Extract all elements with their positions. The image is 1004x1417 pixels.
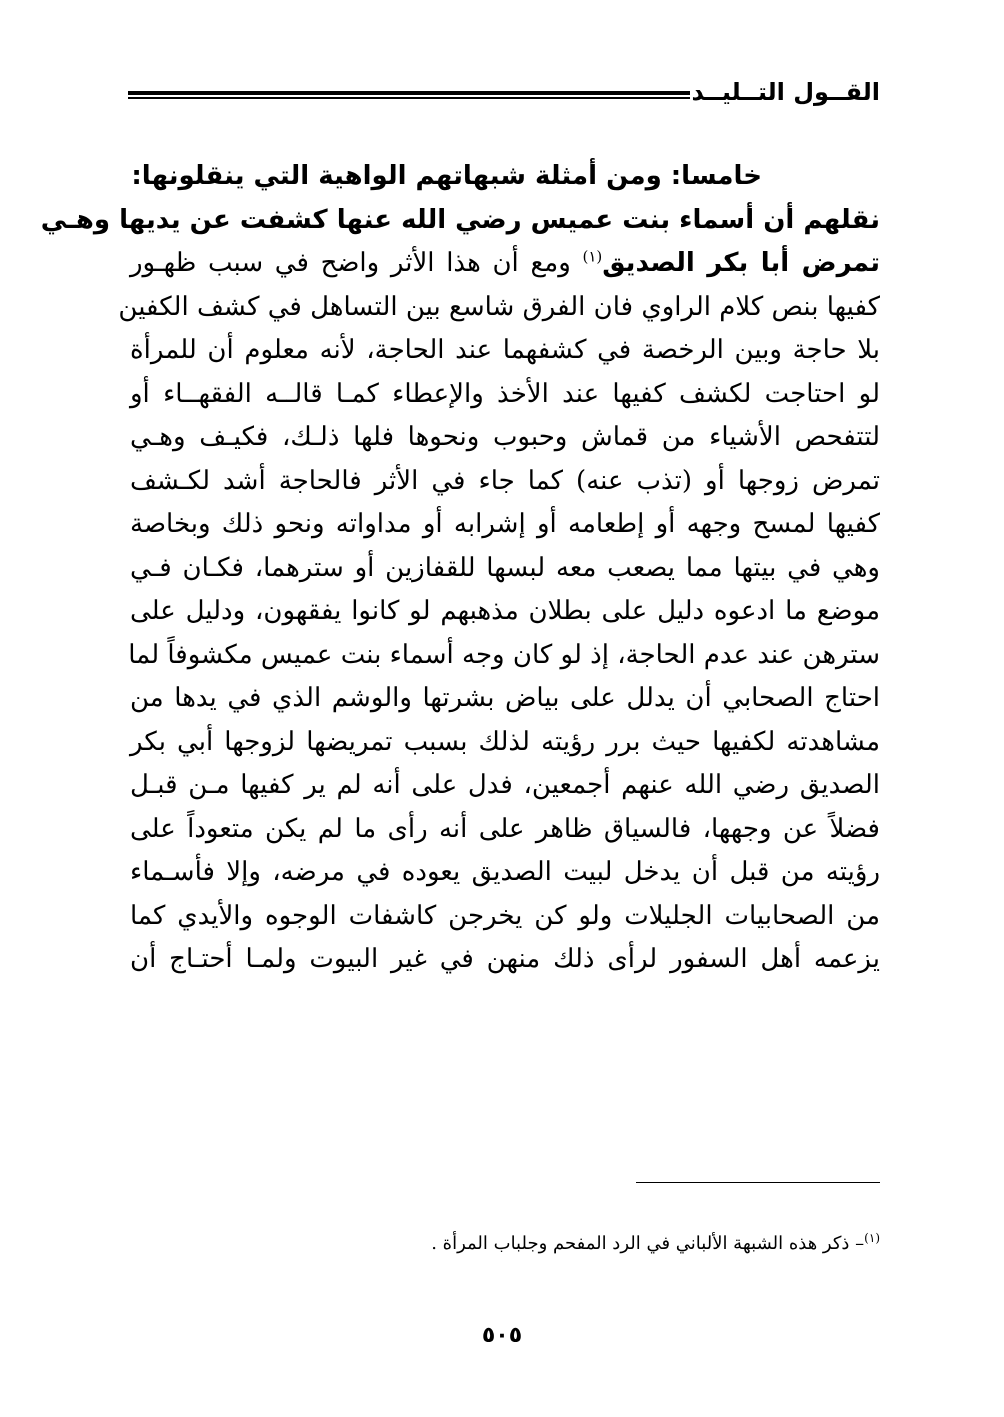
footnote-text: – ذكر هذه الشبهة الألباني في الرد المفحم وجلباب المرأة . [431, 1233, 865, 1254]
text-line-3-bold: تمرض أبا بكر الصديق [602, 248, 880, 278]
page-header [128, 72, 880, 112]
text-line: كفيها لمسح وجهه أو إطعامه أو إشرابه أو مداواته ونحو ذلك وبخاصة [130, 509, 880, 539]
text-line: من الصحابيات الجليلات ولو كن يخرجن كاشفات الوجوه والأيدي كما [130, 900, 880, 931]
running-header-title: القــول التــليــد [691, 78, 880, 106]
text-line: يزعمه أهل السفور لرأى ذلك منهن في غير البيوت ولمـا أحتـاج أن [130, 944, 880, 974]
footnote-separator [636, 1182, 880, 1183]
text-line: موضع ما ادعوه دليل على بطلان مذهبهم لو كانوا يفقهون، ودليل على [130, 596, 880, 626]
section-heading: خامسا: ومن أمثلة شبهاتهم الواهية التي ينقلونها: [131, 161, 762, 191]
page-number: ٥٠٥ [481, 1323, 523, 1348]
header-rule-thin [128, 97, 690, 99]
footnote-reference: (١) [582, 247, 603, 266]
text-line: الصديق رضي الله عنهم أجمعين، فدل على أنه لم ير كفيها مـن قبـل [130, 770, 880, 800]
text-line: كفيها بنص كلام الراوي فان الفرق شاسع بين التساهل في كشف الكفين [118, 291, 880, 322]
text-line: بلا حاجة وبين الرخصة في كشفهما عند الحاجة، لأنه معلوم أن للمرأة [130, 335, 880, 365]
header-double-rule [128, 91, 690, 99]
text-line: لتتفحص الأشياء من قماش وحبوب ونحوها فلها ذلـك، فكيـف وهـي [130, 422, 880, 452]
text-line: مشاهدته لكفيها حيث برر رؤيته لذلك بسبب تمريضها لزوجها أبي بكر [130, 726, 880, 757]
text-line: رؤيته من قبل أن يدخل لبيت الصديق يعوده في مرضه، وإلا فأسـماء [130, 857, 880, 887]
text-line-3 [130, 242, 880, 286]
text-line-2: نقلهم أن أسماء بنت عميس رضي الله عنها كشفت عن يديها وهـي [40, 204, 880, 235]
footnote-marker: (١) [864, 1231, 880, 1245]
footnote [431, 1230, 880, 1258]
text-line: وهي في بيتها مما يصعب معه لبسها للقفازين أو سترهما، فكـان فـي [130, 552, 880, 583]
text-line: احتاج الصحابي أن يدلل على بياض بشرتها والوشم الذي في يدها من [130, 683, 880, 713]
text-line-3-rest: ومع أن هذا الأثر واضح في سبب ظهـور [130, 248, 583, 278]
main-text [40, 155, 880, 982]
text-line: لو احتاجت لكشف كفيها عند الأخذ والإعطاء كمـا قالــه الفقهــاء أو [130, 378, 880, 409]
text-line: فضلاً عن وجهها، فالسياق ظاهر على أنه رأى ما لم يكن متعوداً على [130, 813, 880, 844]
header-rule-thick [128, 91, 690, 95]
text-line: تمرض زوجها أو (تذب عنه) كما جاء في الأثر فالحاجة أشد لكـشف [130, 465, 880, 496]
text-line: سترهن عند عدم الحاجة، إذ لو كان وجه أسماء بنت عميس مكشوفاً لما [128, 639, 880, 670]
